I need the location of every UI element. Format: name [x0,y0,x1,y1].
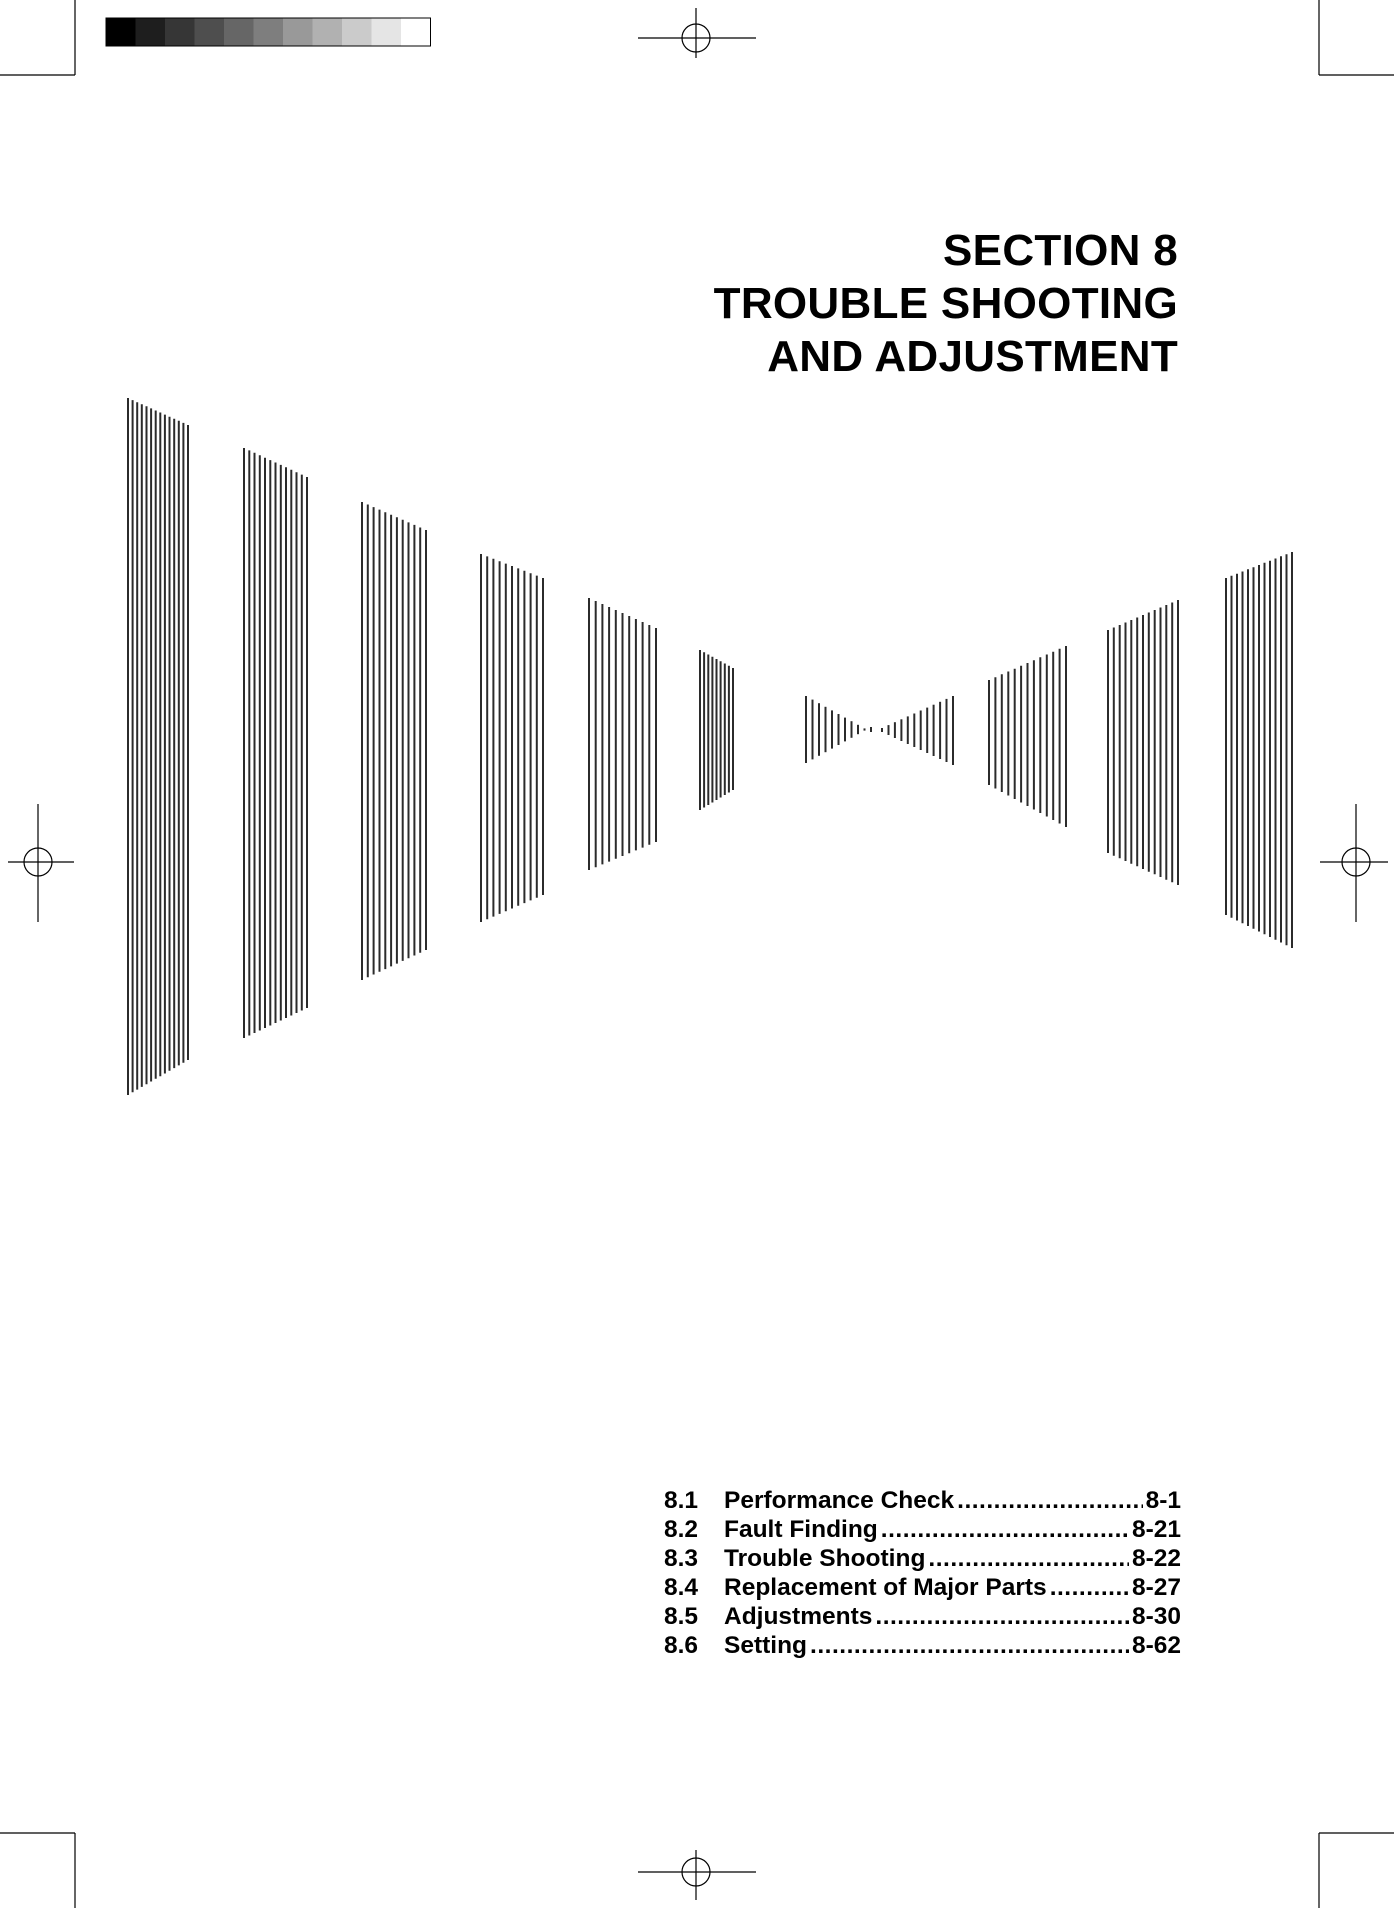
section-title [714,224,1178,383]
grayscale-swatch [254,18,284,46]
toc-entry-title: Setting [724,1632,808,1659]
toc-entry-title: Performance Check [724,1487,955,1514]
toc-dot-leader [875,1602,1129,1631]
stripe-group [1226,552,1292,948]
stripe-group [1108,600,1178,885]
grayscale-swatch [372,18,402,46]
registration-mark-right [1320,804,1388,922]
stripe-group [244,448,307,1038]
toc-entry-title: Fault Finding [724,1516,878,1543]
crop-mark-bottom-left [0,1833,75,1908]
grayscale-swatch [342,18,372,46]
toc-entry[interactable] [664,1631,1181,1660]
toc-entry-page: 8-1 [1145,1487,1181,1514]
toc-dot-leader [810,1631,1129,1660]
toc-entry-title: Adjustments [724,1603,873,1630]
stripe-group [589,598,656,870]
toc-dot-leader [957,1486,1142,1515]
grayscale-swatch [165,18,195,46]
toc-entry-page: 8-21 [1131,1516,1181,1543]
registration-mark-top [638,8,756,58]
toc-entry[interactable] [664,1573,1181,1602]
stripe-group [481,554,543,922]
toc-entry-title: Replacement of Major Parts [724,1574,1047,1601]
grayscale-swatch [195,18,225,46]
stripe-group [362,502,426,980]
crop-mark-top-left [0,0,75,75]
toc-entry-number: 8.5 [664,1603,699,1630]
stripe-group [700,650,733,810]
grayscale-swatch [313,18,343,46]
toc-entry[interactable] [664,1544,1181,1573]
grayscale-swatch [106,18,136,46]
toc-dot-leader [928,1544,1129,1573]
toc-entry-number: 8.4 [664,1574,699,1601]
stripe-group [989,646,1066,827]
crop-mark-bottom-right [1319,1833,1394,1908]
toc-entry-number: 8.1 [664,1487,699,1514]
perspective-stripe-graphic [128,398,1292,1095]
table-of-contents [664,1486,1181,1660]
toc-entry-number: 8.3 [664,1545,699,1572]
crop-mark-top-right [1319,0,1394,75]
grayscale-calibration-strip [106,18,431,46]
grayscale-swatch [224,18,254,46]
toc-entry-number: 8.6 [664,1632,699,1659]
toc-entry-page: 8-22 [1131,1545,1181,1572]
toc-entry[interactable] [664,1486,1181,1515]
toc-dot-leader [881,1515,1129,1544]
toc-entry-page: 8-27 [1131,1574,1181,1601]
toc-dot-leader [1050,1573,1129,1602]
grayscale-swatch [283,18,313,46]
toc-entry-number: 8.2 [664,1516,699,1543]
section-number-heading: SECTION 8 [943,226,1178,275]
stripe-group [128,398,188,1095]
section-title-line-1: TROUBLE SHOOTING [713,279,1178,328]
toc-entry[interactable] [664,1602,1181,1631]
registration-mark-left [8,804,74,922]
stripe-group [882,696,953,765]
grayscale-swatch [401,18,431,46]
stripe-group [806,696,871,763]
registration-mark-bottom [638,1850,756,1900]
section-title-line-2: AND ADJUSTMENT [767,332,1178,381]
toc-entry-page: 8-30 [1131,1603,1181,1630]
toc-entry-title: Trouble Shooting [724,1545,926,1572]
toc-entry[interactable] [664,1515,1181,1544]
grayscale-swatch [136,18,166,46]
toc-entry-page: 8-62 [1131,1632,1181,1659]
